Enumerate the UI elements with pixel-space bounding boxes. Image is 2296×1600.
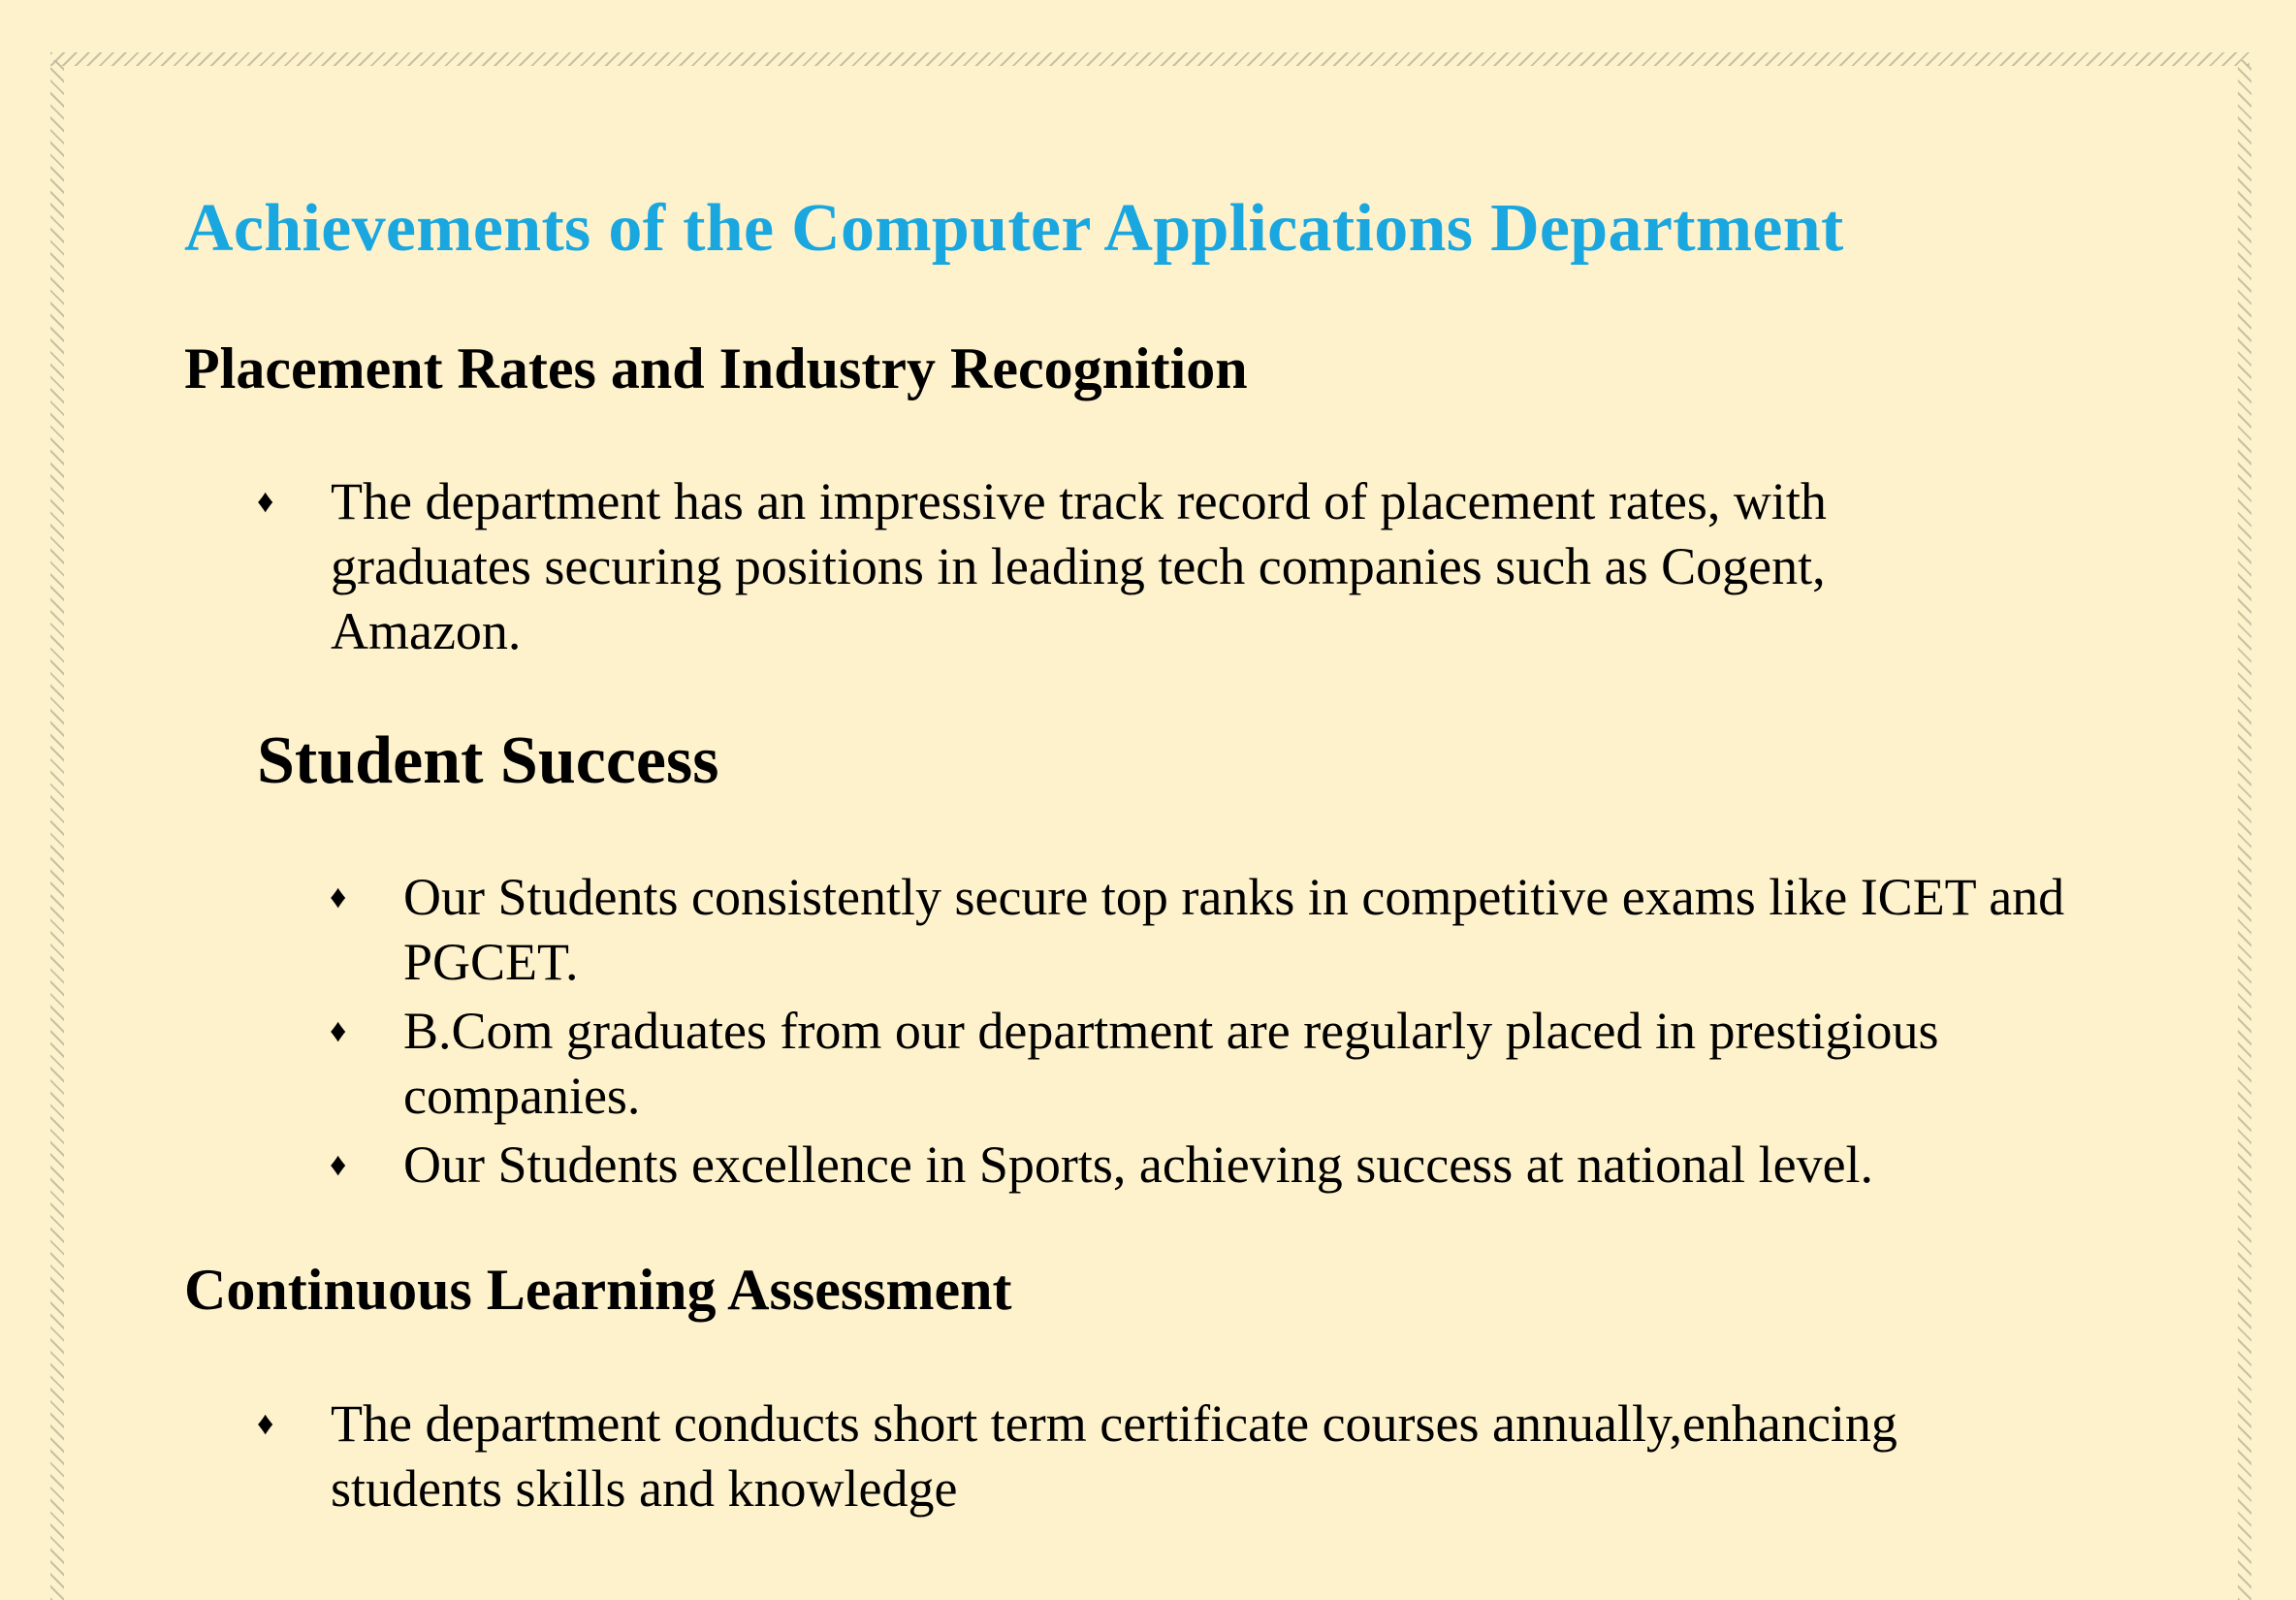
list-item (330, 1133, 2114, 1198)
diamond-bullet-icon: ♦ (257, 484, 274, 520)
list-item (257, 1392, 2041, 1521)
continuous-learning-list (257, 1392, 2041, 1525)
diamond-bullet-icon: ♦ (330, 880, 347, 915)
section-heading-continuous-learning: Continuous Learning Assessment (184, 1258, 1012, 1322)
diamond-bullet-icon: ♦ (330, 1013, 347, 1049)
decorative-border-left (50, 60, 64, 1600)
section-heading-placement: Placement Rates and Industry Recognition (184, 336, 1248, 400)
list-item-text: The department has an impressive track record of placement rates, with graduates securing positions in leading tech companies such as Cogent, Amazon. (331, 472, 1827, 660)
list-item (330, 999, 2114, 1129)
student-success-list (330, 865, 2114, 1201)
list-item-text: B.Com graduates from our department are regularly placed in prestigious companies. (403, 1002, 1939, 1125)
decorative-border-top (50, 52, 2249, 66)
decorative-border-right (2238, 60, 2251, 1600)
diamond-bullet-icon: ♦ (257, 1406, 274, 1442)
page-title: Achievements of the Computer Applications Department (184, 191, 1844, 266)
diamond-bullet-icon: ♦ (330, 1147, 347, 1183)
list-item (257, 469, 1993, 664)
list-item-text: Our Students consistently secure top ranks in competitive exams like ICET and PGCET. (403, 868, 2065, 991)
placement-list (257, 469, 1993, 668)
list-item (330, 865, 2114, 995)
section-heading-student-success: Student Success (257, 723, 719, 798)
list-item-text: The department conducts short term certificate courses annually,enhancing students skills and knowledge (331, 1394, 1897, 1518)
list-item-text: Our Students excellence in Sports, achieving success at national level. (403, 1136, 1874, 1194)
